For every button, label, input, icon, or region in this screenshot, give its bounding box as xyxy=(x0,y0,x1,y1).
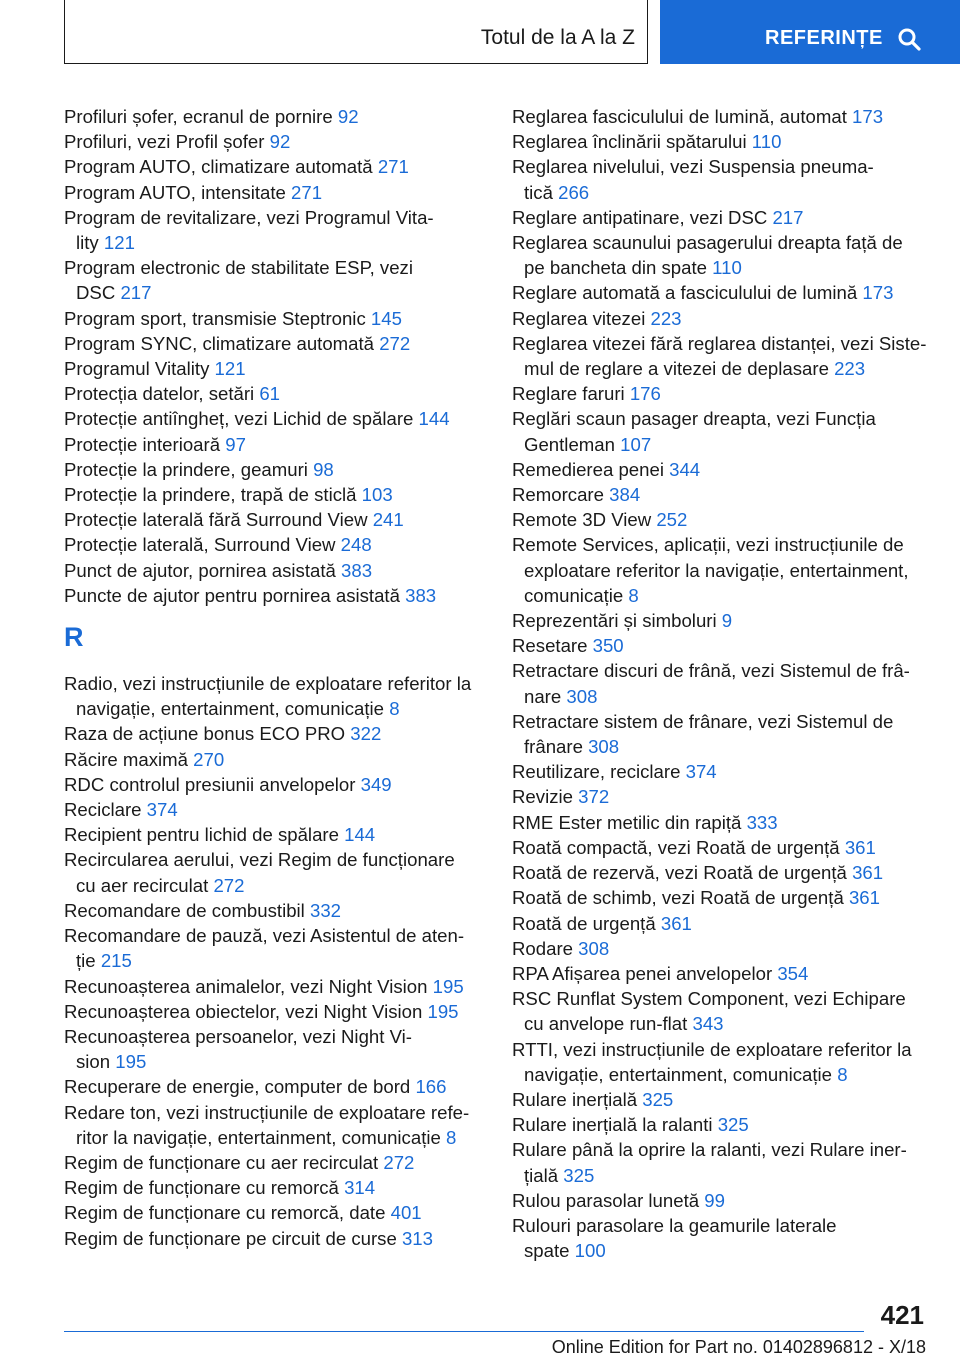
index-entry-text: Program de revitalizare, vezi Programul Vita- xyxy=(64,206,434,228)
page-reference-link[interactable]: 173 xyxy=(852,106,884,127)
index-entry xyxy=(64,1200,484,1225)
page-reference-link[interactable]: 272 xyxy=(379,332,411,354)
index-entry-text: RDC controlul presiunii anvelopelor xyxy=(64,773,356,795)
index-entry xyxy=(512,835,932,860)
page-reference-link[interactable]: 344 xyxy=(669,458,701,480)
footer-edition xyxy=(64,1337,926,1358)
index-entry-continuation xyxy=(512,1062,932,1087)
index-entry-text: Reprezentări și simboluri xyxy=(512,610,717,632)
index-entry-text: Program AUTO, intensitate xyxy=(64,181,286,203)
index-entry xyxy=(64,747,484,772)
index-entry xyxy=(512,885,932,910)
index-entry-text: Program sport, transmisie Steptronic xyxy=(64,307,366,329)
page-reference-link[interactable]: 145 xyxy=(370,307,402,329)
index-entry xyxy=(64,1226,484,1251)
index-entry-text: Reglarea fasciculului de lumină, automat xyxy=(512,106,847,127)
index-entry xyxy=(64,1100,484,1125)
index-entry xyxy=(512,860,932,885)
index-entry xyxy=(64,129,484,154)
page-reference-link[interactable]: 195 xyxy=(427,1000,459,1022)
index-entry xyxy=(512,759,932,784)
index-entry-text: Protecție la prindere, trapă de sticlă xyxy=(64,484,357,506)
index-entry xyxy=(512,936,932,961)
index-entry-text: sion xyxy=(76,1051,111,1073)
index-entry xyxy=(512,1137,932,1162)
index-entry-text: mul de reglare a vitezei de deplasare xyxy=(524,358,829,380)
index-entry-text: Reglare antipatinare, vezi DSC xyxy=(512,206,768,228)
index-entry-text: navigație, entertainment, comunicație xyxy=(524,1063,833,1085)
index-entry xyxy=(64,356,484,381)
index-entry-continuation xyxy=(64,280,484,305)
index-entry-text: ritor la navigație, entertainment, comunicație xyxy=(76,1126,441,1148)
page-reference-link[interactable]: 374 xyxy=(146,799,178,821)
index-entry-text: Punct de ajutor, pornirea asistată xyxy=(64,559,336,581)
index-entry xyxy=(64,1150,484,1175)
page-reference-link[interactable]: 97 xyxy=(225,433,246,455)
index-entry-text: Profiluri, vezi Profil șofer xyxy=(64,131,265,153)
page-reference-link[interactable]: 272 xyxy=(213,874,245,896)
index-entry-text: RPA Afișarea penei anvelopelor xyxy=(512,962,773,984)
index-entry xyxy=(64,558,484,583)
page-reference-link[interactable]: 92 xyxy=(337,106,359,127)
index-column-left xyxy=(64,104,484,1251)
page-reference-link[interactable]: 121 xyxy=(214,358,246,380)
index-entry-text: exploatare referitor la navigație, entertainment, xyxy=(524,559,909,581)
index-entry-continuation xyxy=(512,255,932,280)
page-reference-link[interactable]: 9 xyxy=(721,610,733,632)
page-reference-link[interactable]: 272 xyxy=(383,1151,415,1173)
index-entry-text: RTTI, vezi instrucțiunile de exploatare referitor la xyxy=(512,1038,912,1060)
index-entry-text: Redare ton, vezi instrucțiunile de exploatare refe- xyxy=(64,1101,470,1123)
page-reference-link[interactable]: 361 xyxy=(660,912,692,934)
index-entry xyxy=(64,104,484,129)
index-entry xyxy=(64,457,484,482)
page-reference-link[interactable]: 325 xyxy=(563,1164,595,1186)
page-reference-link[interactable]: 144 xyxy=(418,408,450,430)
page-reference-link[interactable]: 333 xyxy=(746,811,778,833)
page-reference-link[interactable]: 173 xyxy=(862,282,894,304)
index-entry xyxy=(512,482,932,507)
page-reference-link[interactable]: 8 xyxy=(389,698,400,720)
index-entry-text: Protecție interioară xyxy=(64,433,221,455)
index-entry xyxy=(64,772,484,797)
index-entry xyxy=(512,457,932,482)
index-entry-continuation xyxy=(64,1125,484,1150)
page-reference-link[interactable]: 308 xyxy=(588,736,620,758)
index-entry xyxy=(512,406,932,431)
index-entry-text: spate xyxy=(524,1240,570,1262)
index-entry-text: Rulare până la oprire la ralanti, vezi Rulare iner- xyxy=(512,1139,907,1161)
index-entry-text: Program AUTO, climatizare automată xyxy=(64,156,373,178)
page-reference-link[interactable]: 322 xyxy=(350,723,382,745)
index-entry xyxy=(512,1037,932,1062)
index-entry xyxy=(512,230,932,255)
index-entry-text: Rulou parasolar lunetă xyxy=(512,1189,700,1211)
index-entry-text: Puncte de ajutor pentru pornirea asistată xyxy=(64,584,400,606)
index-entry-continuation xyxy=(512,1011,932,1036)
index-entry xyxy=(64,1074,484,1099)
index-entry-text: Recomandare de pauză, vezi Asistentul de aten- xyxy=(64,925,465,947)
index-entry-continuation xyxy=(64,873,484,898)
page-reference-link[interactable]: 266 xyxy=(558,181,590,203)
index-entry xyxy=(512,306,932,331)
page-reference-link[interactable]: 92 xyxy=(269,131,291,153)
page-reference-link[interactable]: 61 xyxy=(259,383,281,405)
index-entry-text: Rulouri parasolare la geamurile laterale xyxy=(512,1214,837,1236)
page-reference-link[interactable]: 325 xyxy=(717,1114,749,1136)
index-entry xyxy=(512,1188,932,1213)
index-entry xyxy=(64,255,484,280)
index-entry-text: DSC xyxy=(76,282,116,304)
page-reference-link[interactable]: 121 xyxy=(103,232,135,254)
index-entry-text: Reglarea nivelului, vezi Suspensia pneuma- xyxy=(512,156,874,178)
index-entry xyxy=(512,532,932,557)
page-reference-link[interactable]: 8 xyxy=(628,584,639,606)
index-entry-text: Reciclare xyxy=(64,799,142,821)
index-column-right xyxy=(512,104,932,1263)
page-reference-link[interactable]: 248 xyxy=(340,534,372,556)
index-entry-continuation xyxy=(512,583,932,608)
index-entry-text: Gentleman xyxy=(524,433,615,455)
index-entry xyxy=(64,974,484,999)
index-section-letter: R xyxy=(64,622,84,653)
references-tab[interactable] xyxy=(660,0,960,64)
index-entry-continuation xyxy=(512,1238,932,1263)
page-reference-link[interactable]: 110 xyxy=(751,131,782,153)
page-reference-link[interactable]: 361 xyxy=(852,862,884,884)
index-entry-text: Regim de funcționare pe circuit de curse xyxy=(64,1227,397,1249)
index-entry-continuation xyxy=(512,684,932,709)
page-reference-link[interactable]: 103 xyxy=(361,484,393,506)
index-entry-text: Revizie xyxy=(512,786,573,808)
page-reference-link[interactable]: 241 xyxy=(372,509,404,531)
index-entry-text: Reutilizare, reciclare xyxy=(512,761,681,783)
index-entry-text: Roată de rezervă, vezi Roată de urgență xyxy=(512,862,847,884)
index-entry-text: Remote 3D View xyxy=(512,509,652,531)
index-entry-text: Protecție laterală, Surround View xyxy=(64,534,336,556)
index-entry-text: Reglări scaun pasager dreapta, vezi Funcția xyxy=(512,408,876,430)
index-entry xyxy=(512,507,932,532)
index-entry-continuation xyxy=(64,696,484,721)
index-entry-text: cu aer recirculat xyxy=(76,874,209,896)
footer-divider xyxy=(64,1331,864,1332)
references-tab-label: REFERINȚE xyxy=(765,27,883,49)
page-reference-link[interactable]: 99 xyxy=(704,1189,725,1211)
index-entry-text: ție xyxy=(76,950,96,972)
page-reference-link[interactable]: 383 xyxy=(341,559,373,581)
index-entry-text: Protecție laterală fără Surround View xyxy=(64,509,368,531)
index-entry xyxy=(512,961,932,986)
page-reference-link[interactable]: 401 xyxy=(390,1202,422,1224)
index-entry xyxy=(64,1024,484,1049)
index-entry-text: Regim de funcționare cu aer recirculat xyxy=(64,1151,379,1173)
index-entry-text: Recunoașterea obiectelor, vezi Night Vision xyxy=(64,1000,423,1022)
index-entry-text: lity xyxy=(76,232,99,254)
index-entry xyxy=(512,1213,932,1238)
index-entry xyxy=(512,154,932,179)
page-reference-link[interactable]: 313 xyxy=(401,1227,433,1249)
index-entry-text: Regim de funcționare cu remorcă, date xyxy=(64,1202,386,1224)
page-reference-link[interactable]: 107 xyxy=(620,433,652,455)
index-entry xyxy=(64,381,484,406)
page-reference-link[interactable]: 350 xyxy=(592,635,624,657)
index-entry-text: navigație, entertainment, comunicație xyxy=(76,698,385,720)
index-entry-text: Profiluri șofer, ecranul de pornire xyxy=(64,106,333,127)
index-entry-text: Radio, vezi instrucțiunile de exploatare referitor la xyxy=(64,673,472,695)
index-entry xyxy=(64,482,484,507)
index-entry-text: Protecție la prindere, geamuri xyxy=(64,458,308,480)
index-entry-text: Roată de schimb, vezi Roată de urgență xyxy=(512,887,844,909)
index-entry xyxy=(512,633,932,658)
index-entry-text: Reglare automată a fasciculului de lumină xyxy=(512,282,858,304)
index-entry xyxy=(64,432,484,457)
index-entry-text: Rodare xyxy=(512,937,573,959)
index-entry-text: tică xyxy=(524,181,553,203)
index-entry xyxy=(512,608,932,633)
index-entry xyxy=(64,306,484,331)
index-entry-text: Recomandare de combustibil xyxy=(64,899,305,921)
index-entry xyxy=(64,532,484,557)
index-entry xyxy=(512,1087,932,1112)
index-entry-continuation xyxy=(512,1163,932,1188)
index-entry xyxy=(64,406,484,431)
page-reference-link[interactable]: 372 xyxy=(578,786,610,808)
index-entry xyxy=(512,709,932,734)
index-entry-text: Retractare sistem de frânare, vezi Sistemul de xyxy=(512,710,894,732)
page-reference-link[interactable]: 325 xyxy=(642,1088,674,1110)
index-entry xyxy=(64,822,484,847)
search-icon[interactable] xyxy=(897,27,921,51)
page-reference-link[interactable]: 361 xyxy=(848,887,880,909)
page-reference-link[interactable]: 343 xyxy=(692,1013,724,1035)
index-entry-continuation xyxy=(512,356,932,381)
index-entry-text: Reglarea vitezei fără reglarea distanței, vezi Siste- xyxy=(512,332,927,354)
page-reference-link[interactable]: 270 xyxy=(193,748,225,770)
page-reference-link[interactable]: 308 xyxy=(566,685,598,707)
index-entry-text: Protecția datelor, setări xyxy=(64,383,255,405)
page-reference-link[interactable]: 271 xyxy=(377,156,409,178)
index-entry-text: Remote Services, aplicații, vezi instrucțiunile de xyxy=(512,534,904,556)
page-reference-link[interactable]: 361 xyxy=(844,836,876,858)
index-entry-text: Resetare xyxy=(512,635,588,657)
index-entry-text: Retractare discuri de frână, vezi Sistemul de frâ- xyxy=(512,660,910,682)
page-reference-link[interactable]: 332 xyxy=(309,899,342,921)
index-entry-text: Regim de funcționare cu remorcă xyxy=(64,1177,339,1199)
index-entry xyxy=(512,986,932,1011)
page-reference-link[interactable]: 314 xyxy=(344,1177,376,1199)
index-entry-text: Reglarea vitezei xyxy=(512,307,646,329)
index-entry xyxy=(512,331,932,356)
page-reference-link[interactable]: 308 xyxy=(578,937,610,959)
page-reference-link[interactable]: 354 xyxy=(777,962,809,984)
index-entry-text: Programul Vitality xyxy=(64,358,210,380)
index-entry xyxy=(64,898,484,923)
page-reference-link[interactable]: 217 xyxy=(120,282,152,304)
index-entry xyxy=(512,280,932,305)
index-entry-text: Recipient pentru lichid de spălare xyxy=(64,824,339,846)
index-entry-text: Recircularea aerului, vezi Regim de funcționare xyxy=(64,849,455,871)
index-entry-continuation xyxy=(512,734,932,759)
index-entry xyxy=(512,381,932,406)
index-entry-text: Răcire maximă xyxy=(64,748,188,770)
index-entry-continuation xyxy=(64,1049,484,1074)
index-entry-text: comunicație xyxy=(524,584,624,606)
page-reference-link[interactable]: 374 xyxy=(685,761,717,783)
page-reference-link[interactable]: 384 xyxy=(609,484,641,506)
page-number: 421 xyxy=(880,1300,924,1330)
index-entry xyxy=(64,331,484,356)
index-entry-text: Reglarea scaunului pasagerului dreapta față de xyxy=(512,232,903,254)
index-entry-text: Recunoașterea persoanelor, vezi Night Vi- xyxy=(64,1025,412,1047)
page-reference-link[interactable]: 144 xyxy=(344,824,376,846)
index-entry xyxy=(512,104,932,129)
index-entry-text: Protecție antiîngheț, vezi Lichid de spălare xyxy=(64,408,414,430)
page-reference-link[interactable]: 349 xyxy=(360,773,392,795)
index-entry xyxy=(64,797,484,822)
index-entry-continuation xyxy=(512,432,932,457)
index-entry-text: cu anvelope run-flat xyxy=(524,1013,688,1035)
page-reference-link[interactable]: 252 xyxy=(656,509,688,531)
index-entry xyxy=(512,810,932,835)
page-reference-link[interactable]: 100 xyxy=(574,1240,606,1262)
section-header xyxy=(64,0,648,64)
index-entry-text: Rulare inerțială xyxy=(512,1088,638,1110)
index-entry-text: Raza de acțiune bonus ECO PRO xyxy=(64,723,346,745)
index-entry-text: Remedierea penei xyxy=(512,458,664,480)
index-entry-continuation xyxy=(512,558,932,583)
index-entry-text: RSC Runflat System Component, vezi Echipare xyxy=(512,988,906,1010)
index-entry-text: Reglare faruri xyxy=(512,383,625,405)
page-reference-link[interactable]: 223 xyxy=(650,307,682,329)
page-reference-link[interactable]: 8 xyxy=(837,1063,848,1085)
section-title: Totul de la A la Z xyxy=(480,26,635,49)
index-entry xyxy=(512,658,932,683)
index-entry xyxy=(64,847,484,872)
page-reference-link[interactable]: 110 xyxy=(712,257,742,279)
page-reference-link[interactable]: 383 xyxy=(405,584,437,606)
index-entry xyxy=(64,583,484,608)
index-entry-text: Remorcare xyxy=(512,484,604,506)
index-entry-text: Rulare inerțială la ralanti xyxy=(512,1114,713,1136)
index-entry xyxy=(512,784,932,809)
index-entry-text: Recunoașterea animalelor, vezi Night Vision xyxy=(64,975,428,997)
index-entry xyxy=(64,180,484,205)
index-entry xyxy=(512,205,932,230)
index-entry-continuation xyxy=(512,180,932,205)
index-entry-text: nare xyxy=(524,685,562,707)
index-entry-continuation xyxy=(64,948,484,973)
index-entry xyxy=(64,507,484,532)
page-reference-link[interactable]: 8 xyxy=(446,1126,457,1148)
index-entry-text: pe bancheta din spate xyxy=(524,257,707,279)
index-entry xyxy=(512,1112,932,1137)
index-entry xyxy=(64,671,484,696)
index-entry xyxy=(512,911,932,936)
page-reference-link[interactable]: 195 xyxy=(115,1051,147,1073)
index-entry xyxy=(64,154,484,179)
index-entry xyxy=(64,923,484,948)
index-entry-text: Program electronic de stabilitate ESP, vezi xyxy=(64,257,413,279)
index-entry xyxy=(512,129,932,154)
index-entry-text: RME Ester metilic din rapiță xyxy=(512,811,742,833)
index-entry-text: frânare xyxy=(524,736,583,758)
index-entry-text: Reglarea înclinării spătarului xyxy=(512,131,747,153)
index-entry xyxy=(64,205,484,230)
page-reference-link[interactable]: 271 xyxy=(291,181,323,203)
page-reference-link[interactable]: 223 xyxy=(834,358,866,380)
index-entry xyxy=(64,721,484,746)
index-entry-text: țială xyxy=(524,1164,559,1186)
index-entry-continuation xyxy=(64,230,484,255)
page-reference-link[interactable]: 215 xyxy=(100,950,132,972)
page-reference-link[interactable]: 217 xyxy=(772,206,804,228)
index-entry-text: Roată de urgență xyxy=(512,912,656,934)
page-reference-link[interactable]: 195 xyxy=(432,975,464,997)
index-entry-text: Program SYNC, climatizare automată xyxy=(64,332,375,354)
index-entry xyxy=(64,1175,484,1200)
index-entry xyxy=(64,999,484,1024)
index-entry-text: Recuperare de energie, computer de bord xyxy=(64,1076,411,1098)
page-reference-link[interactable]: 166 xyxy=(415,1076,447,1098)
page-reference-link[interactable]: 98 xyxy=(313,458,334,480)
footer-edition-text: Online Edition for Part no. 01402896812 - X/18 xyxy=(551,1337,926,1357)
page-reference-link[interactable]: 176 xyxy=(629,383,661,405)
index-entry-text: Roată compactă, vezi Roată de urgență xyxy=(512,836,840,858)
